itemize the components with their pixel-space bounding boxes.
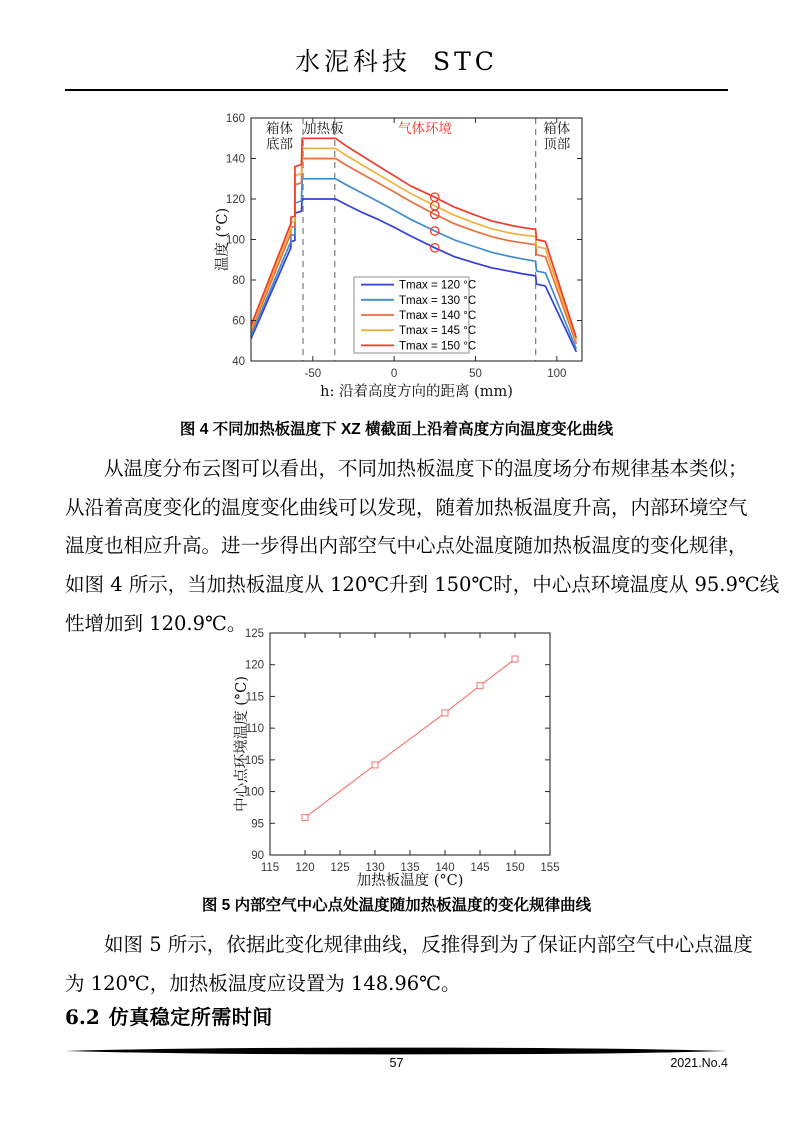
svg-text:温度 (°C): 温度 (°C) <box>215 207 231 272</box>
svg-text:115: 115 <box>245 691 264 704</box>
svg-text:顶部: 顶部 <box>543 136 571 153</box>
svg-text:120: 120 <box>225 194 245 206</box>
svg-text:Tmax = 120 °C: Tmax = 120 °C <box>399 279 477 292</box>
section-title: 仿真稳定所需时间 <box>108 1007 273 1029</box>
paragraph-2-line: 为 120℃，加热板温度应设置为 148.96℃。 <box>65 971 461 995</box>
svg-text:140: 140 <box>225 153 245 166</box>
svg-text:130: 130 <box>365 862 385 874</box>
svg-text:箱体: 箱体 <box>543 121 571 138</box>
paragraph-1-line: 从沿着高度变化的温度变化曲线可以发现，随着加热板温度升高，内部环境空气 <box>65 495 748 519</box>
paragraph-1-line: 如图 4 所示，当加热板温度从 120℃升到 150℃时，中心点环境温度从 95.9℃线 <box>65 573 780 597</box>
svg-text:-50: -50 <box>304 368 322 380</box>
figure4-temperature-profile-chart <box>214 107 599 410</box>
paragraph-1 <box>65 450 780 643</box>
svg-text:125: 125 <box>330 862 350 874</box>
svg-text:Tmax = 130 °C: Tmax = 130 °C <box>399 294 477 307</box>
svg-text:120: 120 <box>244 659 264 672</box>
svg-text:140: 140 <box>435 862 455 874</box>
svg-text:箱体: 箱体 <box>265 121 293 138</box>
paragraph-2 <box>65 926 753 1003</box>
svg-text:100: 100 <box>547 368 567 380</box>
section-number: 6.2 <box>65 1005 100 1029</box>
svg-text:中心点环境温度 (°C): 中心点环境温度 (°C) <box>234 676 250 812</box>
svg-text:110: 110 <box>245 723 264 736</box>
svg-text:150: 150 <box>505 862 525 874</box>
svg-text:100: 100 <box>244 786 264 799</box>
svg-text:100: 100 <box>225 234 245 247</box>
svg-text:加热板: 加热板 <box>303 121 344 138</box>
svg-text:Tmax = 145 °C: Tmax = 145 °C <box>399 325 477 338</box>
svg-text:115: 115 <box>260 862 280 874</box>
svg-text:h: 沿着高度方向的距离 (mm): h: 沿着高度方向的距离 (mm) <box>320 384 513 400</box>
section-heading <box>65 1001 273 1030</box>
svg-text:Tmax = 140 °C: Tmax = 140 °C <box>399 310 477 322</box>
svg-text:80: 80 <box>232 275 245 287</box>
issue-label: 2021.No.4 <box>670 1056 728 1070</box>
svg-text:Tmax = 150 °C: Tmax = 150 °C <box>399 340 477 353</box>
svg-text:60: 60 <box>232 315 245 328</box>
paragraph-1-line: 性增加到 120.9℃。 <box>65 611 247 635</box>
svg-text:气体环境: 气体环境 <box>398 121 453 138</box>
figure5-caption: 图 5 内部空气中心点处温度随加热板温度的变化规律曲线 <box>201 897 592 914</box>
page-number: 57 <box>389 1056 404 1070</box>
svg-text:105: 105 <box>244 754 264 767</box>
svg-text:加热板温度 (°C): 加热板温度 (°C) <box>356 873 464 889</box>
footer-decorative-rule <box>65 1047 728 1055</box>
svg-text:0: 0 <box>390 368 398 380</box>
svg-text:155: 155 <box>540 862 560 874</box>
figure5-center-temperature-chart <box>232 622 572 894</box>
svg-text:160: 160 <box>225 113 245 125</box>
svg-text:125: 125 <box>244 628 264 640</box>
header-rule <box>65 89 728 91</box>
svg-text:底部: 底部 <box>265 136 293 153</box>
paragraph-1-line: 温度也相应升高。进一步得出内部空气中心点处温度随加热板温度的变化规律， <box>65 534 748 558</box>
svg-text:95: 95 <box>251 818 264 831</box>
svg-text:90: 90 <box>251 850 264 862</box>
svg-text:120: 120 <box>295 862 315 874</box>
journal-title: 水泥科技 STC <box>295 47 498 76</box>
svg-text:50: 50 <box>469 368 482 380</box>
figure4-caption: 图 4 不同加热板温度下 XZ 横截面上沿着高度方向温度变化曲线 <box>179 421 614 438</box>
svg-text:40: 40 <box>232 356 245 368</box>
paragraph-2-line: 如图 5 所示，依据此变化规律曲线，反推得到为了保证内部空气中心点温度 <box>104 933 753 956</box>
svg-text:145: 145 <box>470 862 490 874</box>
paragraph-1-line: 从温度分布云图可以看出，不同加热板温度下的温度场分布规律基本类似； <box>104 457 748 480</box>
svg-text:135: 135 <box>400 862 420 874</box>
